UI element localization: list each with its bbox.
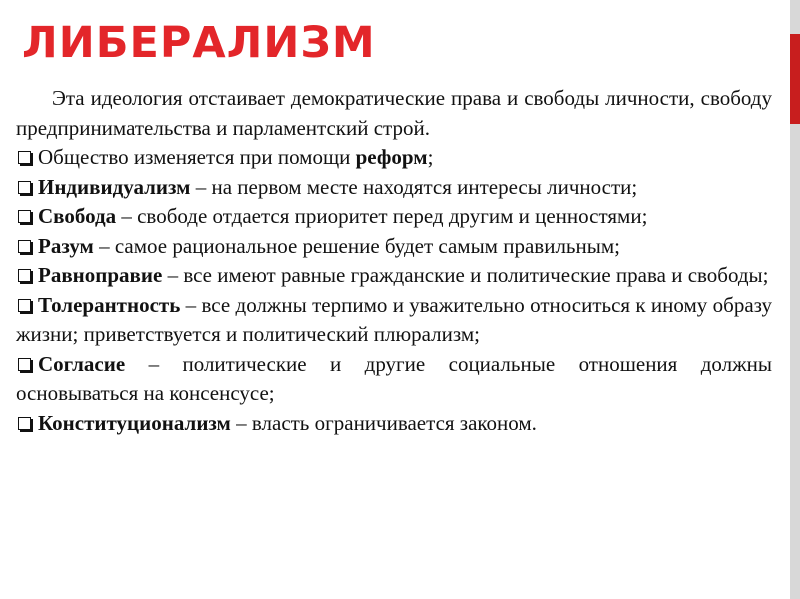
item-text: Общество изменяется при помощи: [38, 145, 356, 169]
item-text-after: – политические и другие социальные отношения должны основываться на консенсусе;: [16, 351, 772, 405]
list-item-equality: [16, 261, 772, 291]
item-text-after: – свободе отдается приоритет перед другим и ценностями;: [116, 204, 648, 228]
item-term: Толерантность: [38, 292, 181, 317]
list-item-constitutionalism: [16, 409, 772, 439]
item-text-after: ;: [427, 145, 434, 169]
item-text-after: – на первом месте находятся интересы личности;: [190, 174, 638, 199]
list-item-reason: [16, 232, 772, 262]
item-term: реформ: [355, 145, 428, 169]
slide-title: ЛИБЕРАЛИЗМ: [22, 18, 376, 68]
checkbox-square-icon: [18, 358, 31, 371]
list-item-reforms: [16, 143, 772, 173]
checkbox-square-icon: [18, 181, 31, 194]
list-item-tolerance: [16, 291, 772, 350]
item-term: Конституционализм: [38, 410, 231, 435]
side-accent-bar: [790, 34, 800, 124]
checkbox-square-icon: [18, 417, 31, 430]
item-term: Свобода: [38, 204, 117, 228]
item-term: Разум: [38, 233, 94, 258]
checkbox-square-icon: [18, 269, 31, 282]
checkbox-square-icon: [18, 299, 31, 312]
item-text-after: – власть ограничивается законом.: [230, 410, 537, 435]
item-term: Согласие: [38, 351, 126, 376]
checkbox-square-icon: [18, 240, 31, 253]
item-text-after: – все имеют равные гражданские и политические права и свободы;: [162, 263, 769, 287]
intro-paragraph: Эта идеология отстаивает демократические права и свободы личности, свободу предпринимательства и парламентский строй.: [16, 86, 772, 140]
item-term: Равноправие: [38, 263, 163, 287]
checkbox-square-icon: [18, 210, 31, 223]
item-term: Индивидуализм: [38, 174, 191, 199]
slide-content: [16, 84, 772, 438]
list-item-individualism: [16, 173, 772, 203]
item-text-after: – все должны терпимо и уважительно относиться к иному образу жизни; приветствуется и политический плюрализм;: [16, 292, 772, 346]
list-item-consensus: [16, 350, 772, 409]
item-text-after: – самое рациональное решение будет самым правильным;: [93, 233, 620, 258]
checkbox-square-icon: [18, 151, 31, 164]
list-item-freedom: [16, 202, 772, 232]
